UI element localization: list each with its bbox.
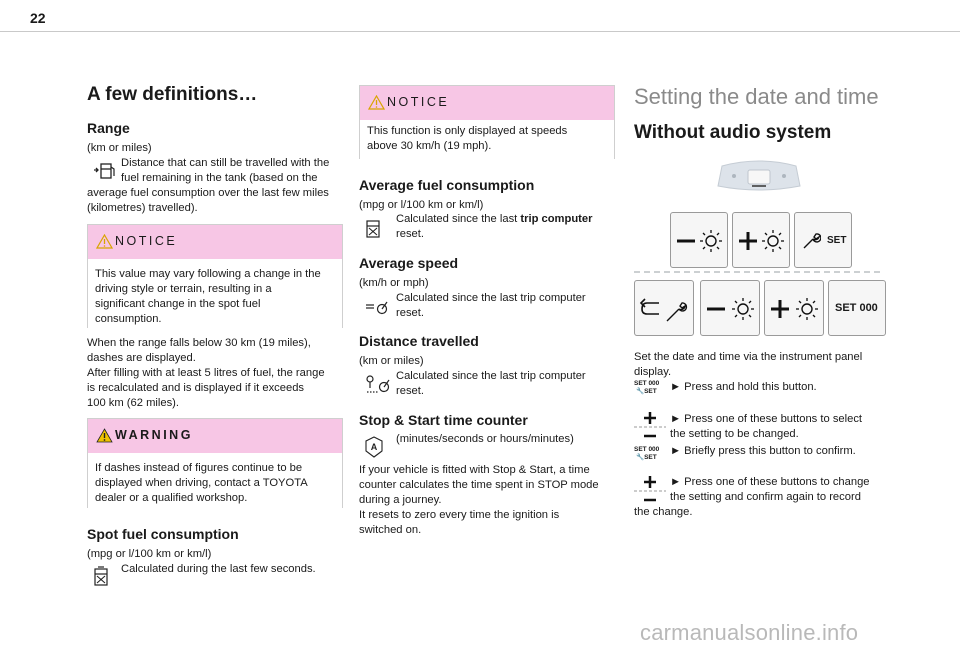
notice-text [367,124,607,154]
watermark: carmanualsonline.info [640,620,859,645]
range-desc-3: average fuel consumption over the last few miles [87,187,329,199]
warning-line: If dashes instead of figures continue to be [95,462,303,474]
plus-minus-icon [634,410,666,442]
avg-fuel-desc-1 [396,212,592,227]
notice-box-range [87,224,343,328]
warning-text [95,461,335,506]
avg-speed-desc-1: Calculated since the last trip computer [396,292,586,304]
range-unit: (km or miles) [87,142,152,154]
distance-desc-2: reset. [396,385,424,397]
notice-line: consumption. [95,313,162,325]
dashed-divider [634,270,884,274]
notice-line: This value may vary following a change in the [95,268,321,280]
range-desc-1: Distance that can still be travelled with the [121,157,330,169]
text-line: counter calculates the time spent in STOP mode [359,479,599,491]
text-line: 100 km (62 miles). [87,397,180,409]
warning-title: WARNING [115,428,193,442]
avg-fuel-unit: (mpg or l/100 km or km/l) [359,199,484,211]
date-time-title: Setting the date and time [634,84,879,109]
notice-text [95,267,335,327]
warning-line: dealer or a qualified workshop. [95,492,248,504]
plus-brightness-button-2[interactable] [764,280,824,336]
avg-fuel-desc-text: Calculated since the last [396,213,521,225]
mini-wrench-set: 🔧SET [636,454,657,461]
warning-triangle-filled-icon [96,428,113,443]
fuel-pump-icon [93,565,111,587]
range-title: Range [87,120,130,136]
text-line: If your vehicle is fitted with Stop & Start, a time [359,464,590,476]
step-4-line2: the setting and confirm again to record [670,491,861,503]
avg-speed-desc-2: reset. [396,307,424,319]
text-line: is recalculated and is displayed if it exceeds [87,382,305,394]
distance-title: Distance travelled [359,333,479,349]
average-speed-icon [364,296,390,316]
stopstart-title: Stop & Start time counter [359,412,528,428]
notice-line: above 30 km/h (19 mph). [367,140,492,152]
stopstart-unit: (minutes/seconds or hours/minutes) [396,433,574,445]
step-2-line1: ► Press one of these buttons to select [670,413,863,425]
svg-text:A: A [370,442,378,452]
spot-desc: Calculated during the last few seconds. [121,563,316,575]
mini-label: SET 000 [634,446,660,453]
mini-label: SET 000 [634,380,660,387]
back-wrench-icon [635,281,695,337]
notice-title: NOTICE [387,95,450,109]
plus-brightness-icon [733,213,791,269]
range-desc-4: (kilometres) travelled). [87,202,198,214]
plus-brightness-button[interactable] [732,212,790,268]
instrument-panel-icon [714,158,804,194]
notice-title: NOTICE [115,234,178,248]
stop-start-icon [364,436,384,458]
step-1: ► Press and hold this button. [670,381,817,393]
step-2-line2: the setting to be changed. [670,428,799,440]
step-4-line3: the change. [634,506,693,518]
section-heading: A few definitions… [87,84,258,105]
notice-line: driving style or terrain, resulting in a [95,283,272,295]
trip-computer-term: trip computer [520,213,593,225]
warning-box [87,418,343,508]
range-dashes-text [87,336,325,411]
text-line: Set the date and time via the instrument panel [634,351,863,363]
text-line: switched on. [359,524,422,536]
warning-triangle-icon [368,95,385,110]
plus-minus-icon [634,474,666,506]
set-label: SET [827,235,847,246]
text-line: dashes are displayed. [87,352,196,364]
step-4-line1: ► Press one of these buttons to change [670,476,870,488]
minus-brightness-icon [701,281,761,337]
mini-set000-icon [634,380,659,396]
mini-wrench-set: 🔧SET [636,388,657,395]
mini-set000-icon-2 [634,446,659,462]
set-000-label: SET 000 [835,302,878,314]
minus-brightness-button[interactable] [670,212,728,268]
set-000-button[interactable] [828,280,886,336]
minus-brightness-icon [671,213,729,269]
text-line: It resets to zero every time the ignition is [359,509,560,521]
distance-travelled-icon [364,372,392,396]
minus-brightness-button-2[interactable] [700,280,760,336]
notice-line: significant change in the spot fuel [95,298,261,310]
mini-set-label: SET [644,388,657,395]
stopstart-text [359,463,599,538]
fuel-pump-range-icon [93,160,115,182]
wrench-set-button[interactable] [794,212,852,268]
range-desc-2: fuel remaining in the tank (based on the [121,172,318,184]
fuel-pump-icon [365,217,383,239]
page-number: 22 [30,10,46,26]
spot-unit: (mpg or l/100 km or km/l) [87,548,212,560]
notice-box-speed [359,85,615,159]
distance-desc-1: Calculated since the last trip computer [396,370,586,382]
avg-speed-unit: (km/h or mph) [359,277,429,289]
header-rule [0,31,960,32]
notice-line: This function is only displayed at speeds [367,125,568,137]
text-line: After filling with at least 5 litres of fuel, the range [87,367,325,379]
plus-brightness-icon [765,281,825,337]
text-line: When the range falls below 30 km (19 miles), [87,337,311,349]
avg-fuel-title: Average fuel consumption [359,177,535,193]
wrench-icon [801,231,821,251]
back-wrench-button[interactable] [634,280,694,336]
date-time-intro [634,350,862,380]
warning-triangle-icon [96,234,113,249]
date-time-subtitle: Without audio system [634,122,832,143]
avg-fuel-desc-2: reset. [396,228,424,240]
text-line: display. [634,366,672,378]
step-3: ► Briefly press this button to confirm. [670,445,856,457]
spot-title: Spot fuel consumption [87,526,239,542]
avg-speed-title: Average speed [359,255,459,271]
warning-line: displayed when driving, contact a TOYOTA [95,477,308,489]
text-line: during a journey. [359,494,442,506]
mini-set-label: SET [644,454,657,461]
distance-unit: (km or miles) [359,355,424,367]
